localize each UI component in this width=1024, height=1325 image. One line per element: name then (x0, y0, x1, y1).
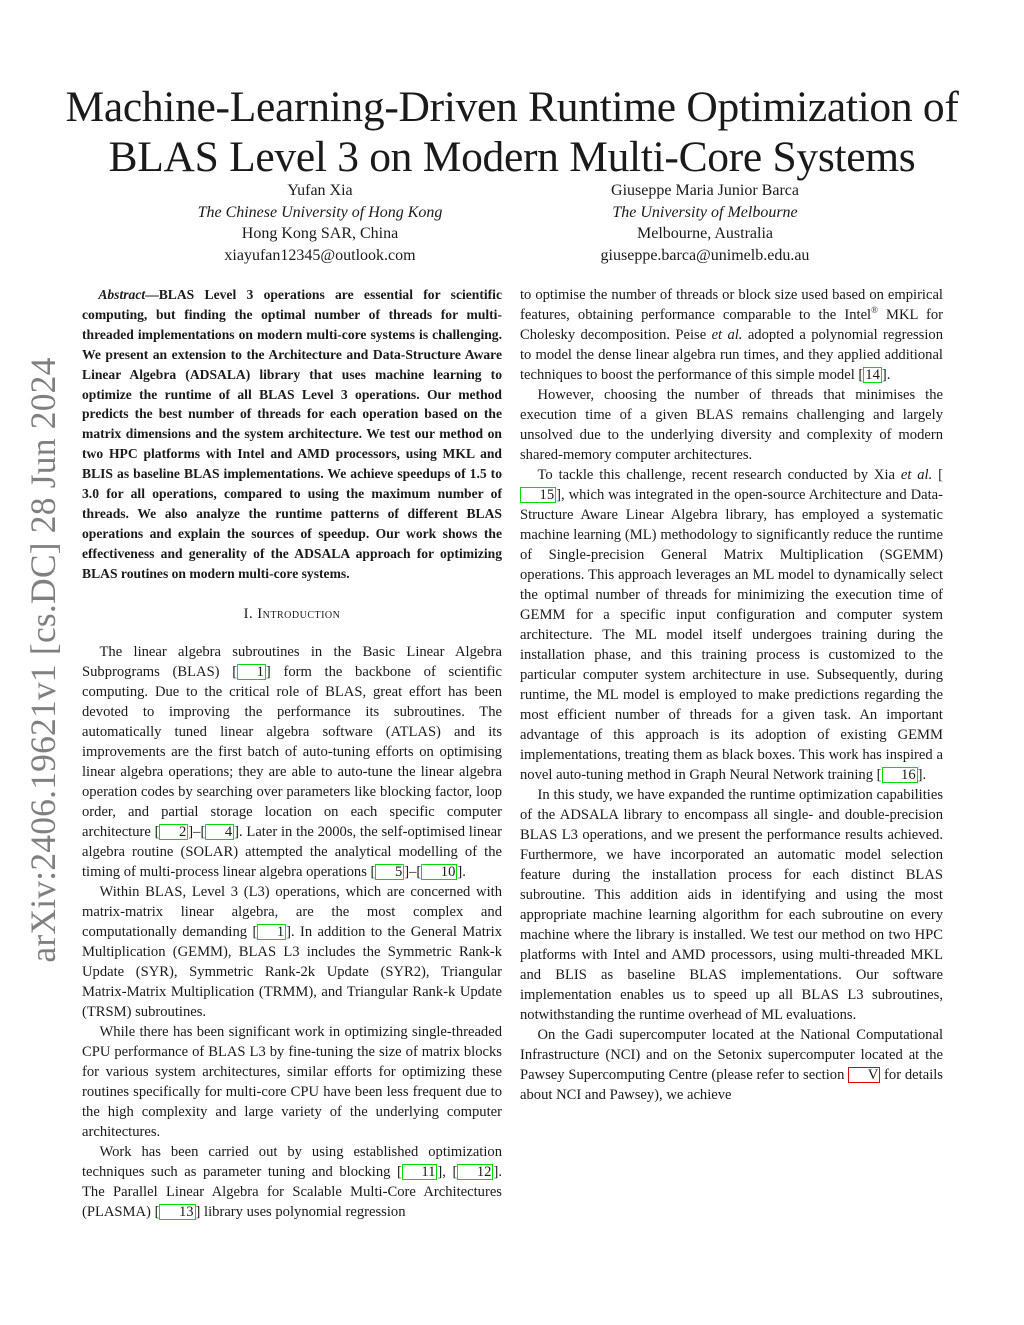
arxiv-identifier: arXiv:2406.19621v1 [cs.DC] 28 Jun 2024 (23, 357, 63, 963)
paragraph-3: While there has been significant work in optimizing single-threaded CPU performance of BLAS L3 by fine-tuning the size of matrix blocks for various system architectures, similar efforts for optimizing these routines specifically for multi-core CPU have been less frequent due to the high complexity and large variety of the underlying computer architectures. (82, 1023, 502, 1140)
text-run: ]. (917, 767, 927, 783)
paragraph-2 (82, 882, 502, 1022)
text-run: adopted a polynomial regression to model the dense linear algebra run times, and they applied additional techniques to boost the performance of this simple model [ (520, 327, 943, 383)
text-run: ]. The Parallel Linear Algebra for Scalable Multi-Core Architectures (PLASMA) [ (82, 1163, 502, 1220)
citation-link[interactable]: 15 (520, 487, 556, 503)
et-al: et al. (711, 327, 743, 343)
abstract-text: BLAS Level 3 operations are essential for scientific computing, but finding the optimal number of threads for multi-threaded implementations on modern multi-core systems is challenging. We present an extension to the Architecture and Data-Structure Aware Linear Algebra (ADSALA) library that uses machine learning to optimize the runtime of all BLAS Level 3 operations. Our method predicts the best number of threads for each operation based on the matrix dimensions and the system architecture. We test our method on two HPC platforms with Intel and AMD processors, using MKL and BLIS as baseline BLAS implementations. We achieve speedups of 1.5 to 3.0 for all operations, compared to using the maximum number of threads. We also analyze the runtime patterns of different BLAS operations and explain the sources of speedup. Our work shows the effectiveness and generality of the ADSALA approach for optimizing BLAS routines on modern multi-core systems. (82, 287, 502, 581)
abstract-dash: — (145, 287, 159, 302)
section-heading (82, 604, 502, 624)
text-run: ]. In addition to the General Matrix Multiplication (GEMM), BLAS L3 includes the Symmetric Rank-k Update (SYR), Symmetric Rank-2k Update (SYR2), Triangular Matrix-Matrix Multiplication (TRMM), and Triangular Rank-k Update (TRSM) subroutines. (82, 923, 502, 1020)
right-column (520, 285, 943, 1105)
text-run: ] form the backbone of scientific computing. Due to the critical role of BLAS, great effort has been devoted to improving the performance its subroutines. The automatically tuned linear algebra software (ATLAS) and its improvements are the first batch of auto-tuning efforts on optimising linear algebra operations; they are able to auto-tune the linear algebra operation codes by searching over parameters like blocking factor, loop order, and partial storage location on each specific computer architecture [ (82, 663, 503, 840)
text-run: ]. Later in the 2000s, the self-optimised linear algebra routine (SOLAR) attempted the analytical modelling of the timing of multi-process linear algebra operations [ (82, 823, 502, 880)
text-run: MKL for Cholesky decomposition. Peise (520, 307, 943, 343)
text-run: ], [ (437, 1163, 458, 1180)
text-run: To tackle this challenge, recent research conducted by Xia (537, 467, 901, 483)
text-run: ]–[ (188, 823, 206, 840)
author-block-2 (525, 180, 885, 266)
text-run: [ (932, 467, 943, 483)
section-title: Introduction (257, 605, 341, 622)
paragraph-7 (520, 465, 943, 785)
citation-link[interactable]: 10 (421, 864, 457, 880)
author-affiliation: The University of Melbourne (612, 203, 798, 221)
text-run: On the Gadi supercomputer located at the National Computational Infrastructure (NCI) and on the Setonix supercomputer located at the Pawsey Supercomputing Centre (please refer to section (520, 1027, 943, 1083)
author-location: Hong Kong SAR, China (241, 225, 399, 242)
text-run: for details about NCI and Pawsey), we achieve (520, 1067, 943, 1103)
paper-title: Machine-Learning-Driven Runtime Optimization of BLAS Level 3 on Modern Multi-Core Systems (65, 83, 959, 181)
citation-link[interactable]: 16 (882, 767, 918, 783)
text-run: ] library uses polynomial regression (195, 1203, 406, 1220)
text-run: ]–[ (404, 863, 422, 880)
left-column (82, 285, 502, 1222)
text-run: Work has been carried out by using established optimization techniques such as parameter tuning and blocking [ (82, 1143, 502, 1180)
registered-mark: ® (871, 305, 878, 316)
section-ref-link[interactable]: V (848, 1067, 880, 1083)
author-affiliation: The Chinese University of Hong Kong (197, 203, 443, 221)
citation-link[interactable]: 12 (457, 1164, 493, 1180)
author-location: Melbourne, Australia (637, 225, 773, 242)
citation-link[interactable]: 13 (159, 1204, 195, 1220)
text-run: The linear algebra subroutines in the Basic Linear Algebra Subprograms (BLAS) [ (82, 643, 502, 680)
paragraph-8: In this study, we have expanded the runtime optimization capabilities of the ADSALA library to encompass all single- and double-precision BLAS L3 operations, and we present the performance results achieved. Furthermore, we have incorporated an automatic model selection feature during the installation process for each distinct BLAS subroutine. This addition aids in identifying and using the most appropriate machine learning algorithm for each subroutine on every machine where the library is installed. We test our method on two HPC platforms with Intel and AMD processors, using multi-threaded MKL and BLIS as baseline BLAS implementations. Our software implementation enables us to speed up all BLAS L3 subroutines, notwithstanding the runtime overhead of ML evaluations. (520, 787, 943, 1023)
author-name: Giuseppe Maria Junior Barca (611, 182, 799, 199)
citation-link[interactable]: 4 (205, 824, 234, 840)
citation-link[interactable]: 2 (159, 824, 188, 840)
author-email[interactable]: giuseppe.barca@unimelb.edu.au (600, 246, 810, 264)
text-run: ]. (457, 863, 466, 880)
text-run: ], which was integrated in the open-source Architecture and Data-Structure Aware Linear Algebra library, has employed a systematic machine learning (ML) methodology to significantly reduce the runtime of Single-precision General Matrix Multiplication (SGEMM) operations. This approach leverages an ML model to dynamically select the optimal number of threads for minimizing the execution time of GEMM for a specific input configuration and computer system architecture. The ML model itself undergoes training during the installation phase, and this training process is customized to the particular computer system architecture in use. Subsequently, during runtime, the ML model is employed to make predictions regarding the most efficient number of threads for a given task. An important advantage of this approach is its adoption of existing GEMM implementations, treating them as black boxes. This work has inspired a novel auto-tuning method in Graph Neural Network training [ (520, 487, 943, 783)
text-run: ]. (881, 367, 891, 383)
paragraph-9 (520, 1025, 943, 1105)
author-block-1 (140, 180, 500, 266)
citation-link[interactable]: 1 (257, 924, 286, 940)
author-name: Yufan Xia (287, 182, 353, 199)
citation-link[interactable]: 1 (237, 664, 266, 680)
author-email[interactable]: xiayufan12345@outlook.com (224, 246, 416, 264)
paragraph-5 (520, 285, 943, 385)
abstract-label: Abstract (98, 287, 146, 302)
text-run: to optimise the number of threads or block size used based on empirical features, obtaining performance comparable to the Intel (520, 287, 943, 323)
citation-link[interactable]: 14 (865, 367, 880, 383)
citation-link[interactable]: 5 (375, 864, 404, 880)
text-run: Within BLAS, Level 3 (L3) operations, which are concerned with matrix-matrix linear algebra, are the most complex and computationally demanding [ (82, 883, 502, 940)
section-number: I. (243, 605, 254, 622)
paragraph-1 (82, 642, 502, 882)
citation-link[interactable]: 11 (402, 1164, 438, 1180)
abstract (82, 285, 502, 584)
et-al: et al. (900, 467, 933, 483)
paragraph-4 (82, 1142, 502, 1222)
paragraph-6: However, choosing the number of threads that minimises the execution time of a given BLAS remains challenging and largely unsolved due to the underlying diversity and complexity of modern shared-memory computer architectures. (520, 387, 943, 463)
arxiv-stamp (18, 357, 68, 963)
